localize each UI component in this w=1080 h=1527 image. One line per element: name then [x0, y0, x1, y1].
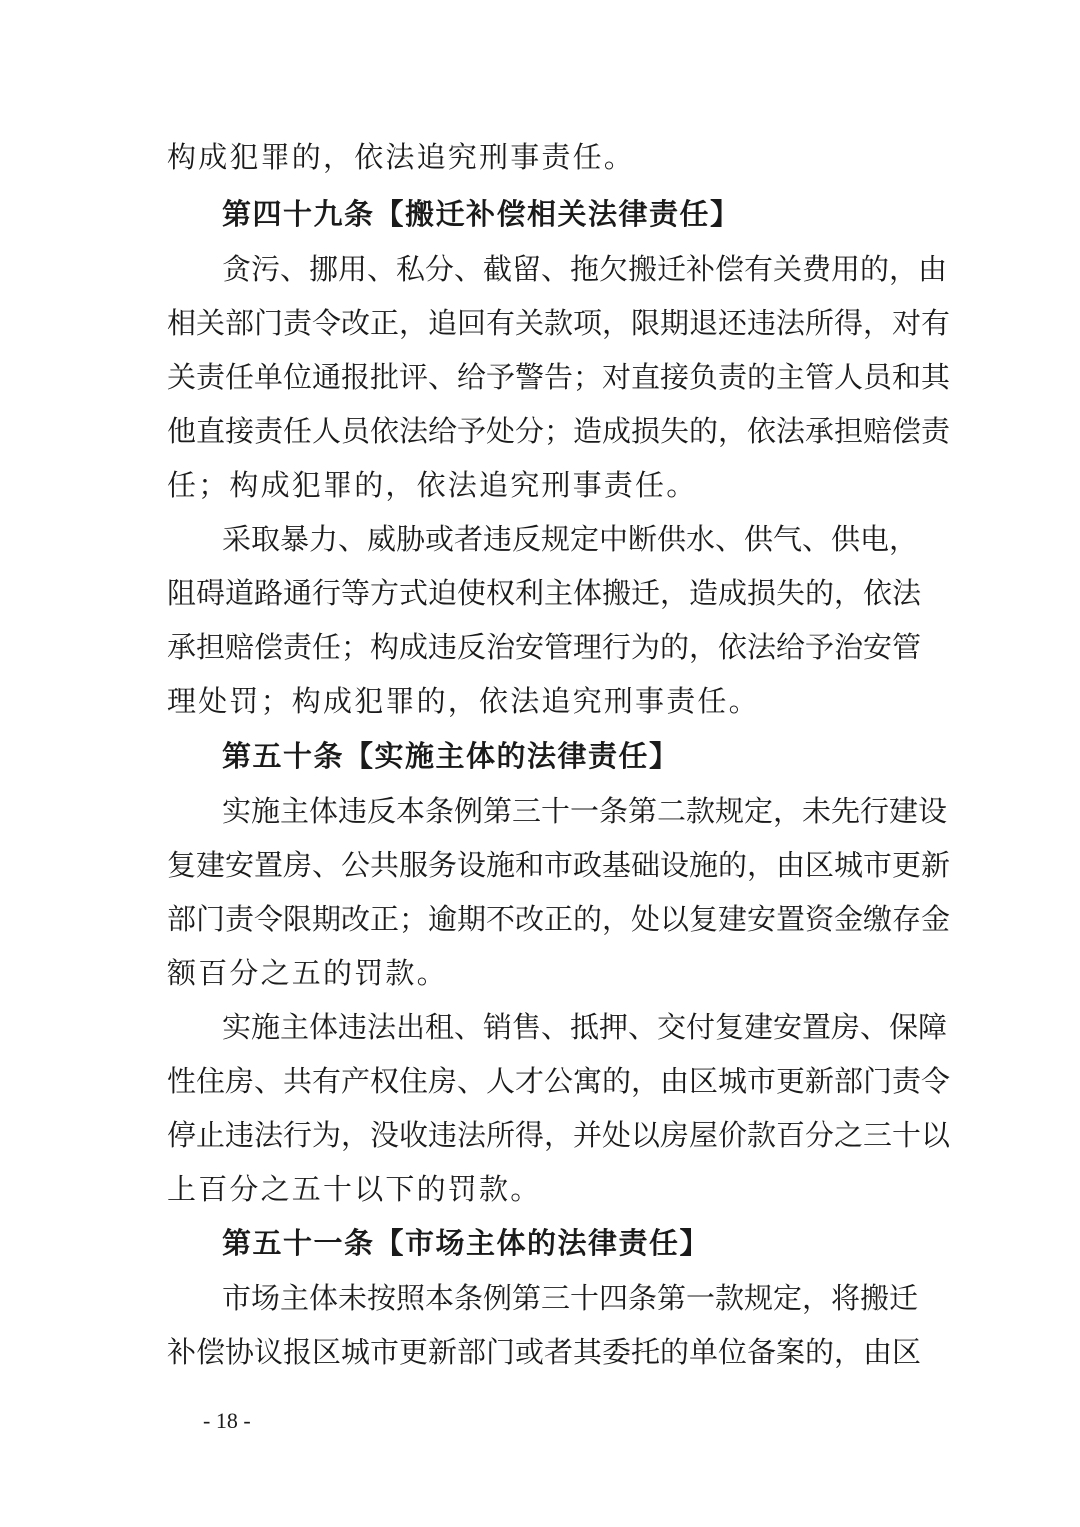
- paragraph-line: 承担赔偿责任；构成违反治安管理行为的，依法给予治安管: [167, 630, 922, 664]
- paragraph-line: 实施主体违反本条例第三十一条第二款规定，未先行建设: [222, 794, 948, 828]
- article-51-heading: 第五十一条【市场主体的法律责任】: [222, 1226, 711, 1260]
- paragraph-line: 上百分之五十以下的罚款。: [167, 1172, 542, 1206]
- paragraph-line: 采取暴力、威胁或者违反规定中断供水、供气、供电，: [222, 522, 919, 556]
- paragraph-line: 任；构成犯罪的，依法追究刑事责任。: [167, 468, 698, 502]
- paragraph-line: 实施主体违法出租、销售、抵押、交付复建安置房、保障: [222, 1010, 948, 1044]
- paragraph-line: 理处罚；构成犯罪的，依法追究刑事责任。: [167, 684, 760, 718]
- paragraph-line: 复建安置房、公共服务设施和市政基础设施的，由区城市更新: [167, 848, 951, 882]
- paragraph-line: 补偿协议报区城市更新部门或者其委托的单位备案的，由区: [167, 1335, 922, 1369]
- paragraph-line: 他直接责任人员依法给予处分；造成损失的，依法承担赔偿责: [167, 414, 951, 448]
- paragraph-line: 相关部门责令改正，追回有关款项，限期退还违法所得，对有: [167, 306, 951, 340]
- paragraph-line: 额百分之五的罚款。: [167, 956, 448, 990]
- paragraph-line: 构成犯罪的，依法追究刑事责任。: [167, 140, 636, 174]
- article-49-heading: 第四十九条【搬迁补偿相关法律责任】: [222, 197, 741, 231]
- paragraph-line: 部门责令限期改正；逾期不改正的，处以复建安置资金缴存金: [167, 902, 951, 936]
- article-50-heading: 第五十条【实施主体的法律责任】: [222, 739, 680, 773]
- paragraph-line: 贪污、挪用、私分、截留、拖欠搬迁补偿有关费用的，由: [222, 252, 948, 286]
- paragraph-line: 市场主体未按照本条例第三十四条第一款规定，将搬迁: [222, 1281, 919, 1315]
- paragraph-line: 关责任单位通报批评、给予警告；对直接负责的主管人员和其: [167, 360, 951, 394]
- paragraph-line: 停止违法行为，没收违法所得，并处以房屋价款百分之三十以: [167, 1118, 951, 1152]
- paragraph-line: 阻碍道路通行等方式迫使权利主体搬迁，造成损失的，依法: [167, 576, 922, 610]
- page-number: - 18 -: [203, 1408, 251, 1433]
- paragraph-line: 性住房、共有产权住房、人才公寓的，由区城市更新部门责令: [167, 1064, 951, 1098]
